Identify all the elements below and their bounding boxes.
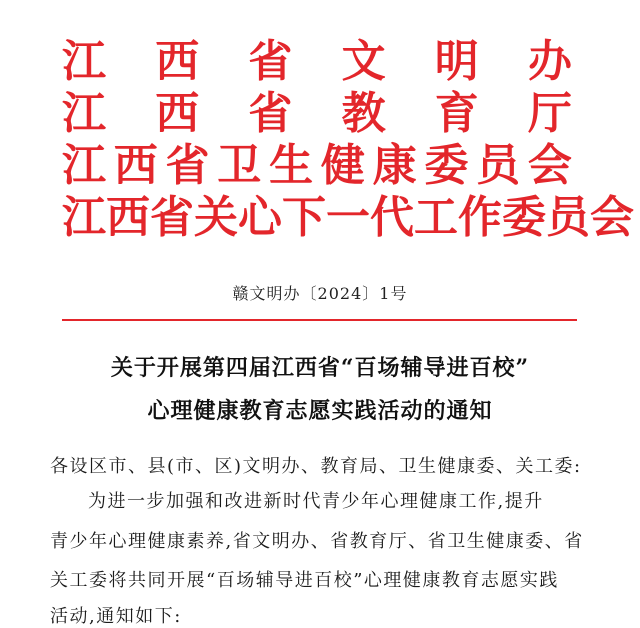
issuer-char: 西 (155, 88, 200, 139)
issuer-char: 西 (106, 192, 150, 243)
issuer-char: 生 (269, 140, 314, 191)
issuer-char: 省 (165, 140, 210, 191)
issuer-line-1 (62, 38, 572, 90)
issuer-char: 江 (62, 36, 106, 87)
issuer-char: 会 (527, 140, 572, 191)
issuer-char: 江 (62, 192, 106, 243)
issuer-char: 教 (341, 88, 386, 139)
issuer-char: 厅 (527, 88, 572, 139)
issuer-char: 康 (372, 140, 417, 191)
issuer-line-3 (62, 142, 572, 194)
issuer-char: 西 (113, 140, 158, 191)
paragraph-line-3: 关工委将共同开展“百场辅导进百校”心理健康教育志愿实践 (50, 570, 559, 591)
issuer-char: 代 (370, 192, 414, 243)
issuer-char: 省 (248, 36, 293, 87)
issuer-char: 会 (590, 192, 634, 243)
issuer-line-4 (62, 192, 634, 246)
issuer-line-2 (62, 90, 572, 142)
issuer-char: 作 (458, 192, 502, 243)
paragraph-line-4: 活动,通知如下: (50, 606, 182, 627)
issuer-char: 委 (424, 140, 469, 191)
issuer-char: 西 (155, 36, 200, 87)
issuer-char: 文 (341, 36, 386, 87)
issuer-char: 育 (434, 88, 479, 139)
issuer-char: 关 (194, 192, 238, 243)
issuer-char: 办 (527, 36, 572, 87)
paragraph-line-1: 为进一步加强和改进新时代青少年心理健康工作,提升 (88, 491, 544, 512)
issuer-char: 工 (414, 192, 458, 243)
red-divider-line (62, 319, 577, 321)
issuer-char: 省 (248, 88, 293, 139)
issuer-char: 委 (502, 192, 546, 243)
issuer-char: 江 (62, 88, 106, 139)
issuer-char: 下 (282, 192, 326, 243)
issuer-char: 员 (476, 140, 521, 191)
notice-title-line-2: 心理健康教育志愿实践活动的通知 (147, 398, 493, 424)
issuing-authorities (62, 36, 634, 246)
paragraph-line-2: 青少年心理健康素养,省文明办、省教育厅、省卫生健康委、省 (50, 531, 584, 552)
issuer-char: 心 (238, 192, 282, 243)
issuer-char: 员 (546, 192, 590, 243)
issuer-char: 一 (326, 192, 370, 243)
issuer-char: 明 (434, 36, 479, 87)
issuer-char: 江 (62, 140, 106, 191)
issuer-char: 健 (320, 140, 365, 191)
issuer-char: 卫 (217, 140, 262, 191)
issuer-char: 省 (150, 192, 194, 243)
notice-title-line-1: 关于开展第四届江西省“百场辅导进百校” (110, 355, 530, 381)
addressee-line: 各设区市、县(市、区)文明办、教育局、卫生健康委、关工委: (50, 456, 582, 477)
document-number: 赣文明办〔2024〕1号 (232, 284, 408, 303)
